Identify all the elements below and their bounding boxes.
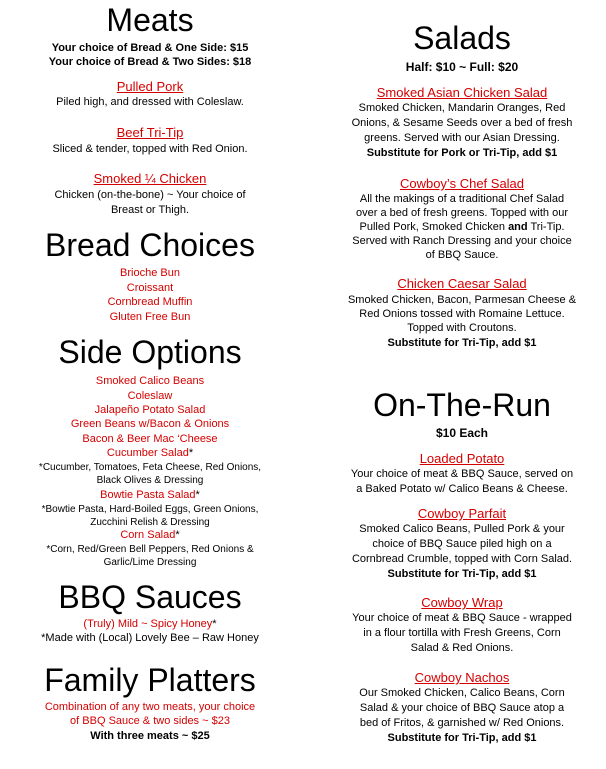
corn-salad-note-2: Garlic/Lime Dressing (103, 557, 197, 568)
cowboy-parfait-sub: Substitute for Tri-Tip, add $1 (387, 568, 537, 580)
cowboy-wrap-desc-2: in a flour tortilla with Fresh Greens, Corn (363, 627, 561, 639)
smoked-chicken-desc-1: Chicken (on-the-bone) ~ Your choice of (54, 189, 246, 201)
cucumber-salad-note-1: *Cucumber, Tomatoes, Feta Cheese, Red Onions, (38, 462, 262, 473)
cowboy-nachos-desc-3: bed of Fritos, & garnished w/ Red Onions. (359, 717, 565, 729)
sides-heading: Side Options (58, 334, 242, 370)
loaded-potato-desc-2: a Baked Potato w/ Calico Beans & Cheese. (356, 483, 568, 495)
sauces-honey-note: *Made with (Local) Lovely Bee – Raw Honey (41, 632, 259, 644)
bread-item: Croissant (126, 282, 174, 294)
smoked-chicken-title: Smoked ¼ Chicken (93, 171, 207, 186)
caesar-salad-desc-3: Topped with Croutons. (407, 322, 517, 334)
caesar-salad-desc-1: Smoked Chicken, Bacon, Parmesan Cheese & (347, 294, 577, 306)
cowboy-nachos-title: Cowboy Nachos (414, 670, 510, 685)
beef-tri-tip-desc: Sliced & tender, topped with Red Onion. (52, 143, 248, 155)
bowtie-pasta-salad-name: Bowtie Pasta Salad (100, 489, 196, 501)
salads-heading: Salads (413, 20, 511, 56)
cowboy-nachos-desc-2: Salad & your choice of BBQ Sauce atop a (359, 702, 565, 714)
platters-desc-2: of BBQ Sauce & two sides ~ $23 (70, 715, 230, 727)
cowboy-parfait-desc-3: Cornbread Crumble, topped with Corn Salad. (351, 553, 573, 565)
cowboy-parfait-desc-1: Smoked Calico Beans, Pulled Pork & your (359, 523, 565, 535)
caesar-salad-sub: Substitute for Tri-Tip, add $1 (387, 337, 537, 349)
side-item: Green Beans w/Bacon & Onions (70, 418, 230, 430)
platters-desc-1: Combination of any two meats, your choice (44, 701, 256, 713)
chef-salad-desc-5: of BBQ Sauce. (425, 249, 499, 261)
side-item: Coleslaw (127, 390, 173, 402)
pulled-pork-desc: Piled high, and dressed with Coleslaw. (56, 96, 244, 108)
beef-tri-tip-title: Beef Tri-Tip (116, 125, 184, 140)
platters-three-meats: With three meats ~ $25 (90, 730, 210, 742)
cowboy-parfait-title: Cowboy Parfait (417, 506, 507, 521)
corn-salad-star: * (175, 529, 180, 541)
chef-salad-desc-2: over a bed of fresh greens. Topped with our (356, 207, 568, 219)
meats-price-one-side: Your choice of Bread & One Side: $15 (51, 42, 249, 54)
side-item: Jalapeño Potato Salad (94, 404, 206, 416)
chef-salad-desc-4: Served with Ranch Dressing and your choice (352, 235, 572, 247)
bread-item: Gluten Free Bun (109, 311, 191, 323)
chef-salad-and: and (508, 221, 528, 233)
sauces-options (0, 617, 300, 631)
cowboy-nachos-sub: Substitute for Tri-Tip, add $1 (387, 732, 537, 744)
bowtie-pasta-salad-note-2: Zucchini Relish & Dressing (90, 517, 210, 528)
bread-item: Brioche Bun (120, 267, 180, 279)
loaded-potato-title: Loaded Potato (419, 451, 505, 466)
asian-salad-desc-3: greens. Served with our Asian Dressing. (364, 132, 560, 144)
cucumber-salad-name: Cucumber Salad (106, 447, 189, 459)
bowtie-pasta-salad-note-1: *Bowtie Pasta, Hard-Boiled Eggs, Green Onions, (41, 504, 259, 515)
cowboy-wrap-desc-1: Your choice of meat & BBQ Sauce - wrapped (352, 612, 572, 624)
asian-salad-desc-1: Smoked Chicken, Mandarin Oranges, Red (358, 102, 566, 114)
run-heading: On-The-Run (373, 387, 551, 423)
sauces-heading: BBQ Sauces (58, 579, 242, 615)
platters-heading: Family Platters (44, 662, 256, 698)
chef-salad-desc-3 (318, 220, 606, 234)
caesar-salad-title: Chicken Caesar Salad (397, 276, 527, 291)
bowtie-pasta-salad-star: * (195, 489, 200, 501)
sauces-options-star: * (212, 618, 217, 630)
loaded-potato-desc-1: Your choice of meat & BBQ Sauce, served on (350, 468, 574, 480)
cowboy-nachos-desc-1: Our Smoked Chicken, Calico Beans, Corn (359, 687, 565, 699)
pulled-pork-title: Pulled Pork (116, 79, 184, 94)
asian-salad-desc-2: Onions, & Sesame Seeds over a bed of fresh (351, 117, 573, 129)
chef-salad-pre: Pulled Pork, Smoked Chicken (359, 221, 509, 233)
cowboy-wrap-desc-3: Salad & Red Onions. (410, 642, 514, 654)
asian-salad-title: Smoked Asian Chicken Salad (376, 85, 548, 100)
bread-heading: Bread Choices (45, 227, 255, 263)
smoked-chicken-desc-2: Breast or Thigh. (110, 204, 190, 216)
caesar-salad-desc-2: Red Onions tossed with Romaine Lettuce. (359, 308, 565, 320)
bowtie-pasta-salad (0, 488, 300, 502)
run-price: $10 Each (435, 426, 489, 440)
side-item: Bacon & Beer Mac ‘Cheese (82, 433, 218, 445)
side-item: Smoked Calico Beans (95, 375, 205, 387)
chef-salad-post: Tri-Tip. (527, 221, 565, 233)
asian-salad-sub: Substitute for Pork or Tri-Tip, add $1 (366, 147, 558, 159)
bread-item: Cornbread Muffin (107, 296, 193, 308)
chef-salad-desc-1: All the makings of a traditional Chef Salad (359, 193, 565, 205)
corn-salad-note-1: *Corn, Red/Green Bell Peppers, Red Onions & (46, 544, 254, 555)
cucumber-salad (0, 446, 300, 460)
sauces-options-text: (Truly) Mild ~ Spicy Honey (83, 618, 213, 630)
cucumber-salad-note-2: Black Olives & Dressing (96, 475, 204, 486)
salads-price: Half: $10 ~ Full: $20 (405, 60, 519, 74)
chef-salad-title: Cowboy’s Chef Salad (399, 176, 525, 191)
meats-heading: Meats (106, 2, 194, 38)
corn-salad (0, 528, 300, 542)
corn-salad-name: Corn Salad (120, 529, 176, 541)
cowboy-parfait-desc-2: choice of BBQ Sauce piled high on a (372, 538, 552, 550)
cucumber-salad-star: * (188, 447, 194, 459)
cowboy-wrap-title: Cowboy Wrap (421, 595, 503, 610)
meats-price-two-sides: Your choice of Bread & Two Sides: $18 (48, 56, 252, 68)
